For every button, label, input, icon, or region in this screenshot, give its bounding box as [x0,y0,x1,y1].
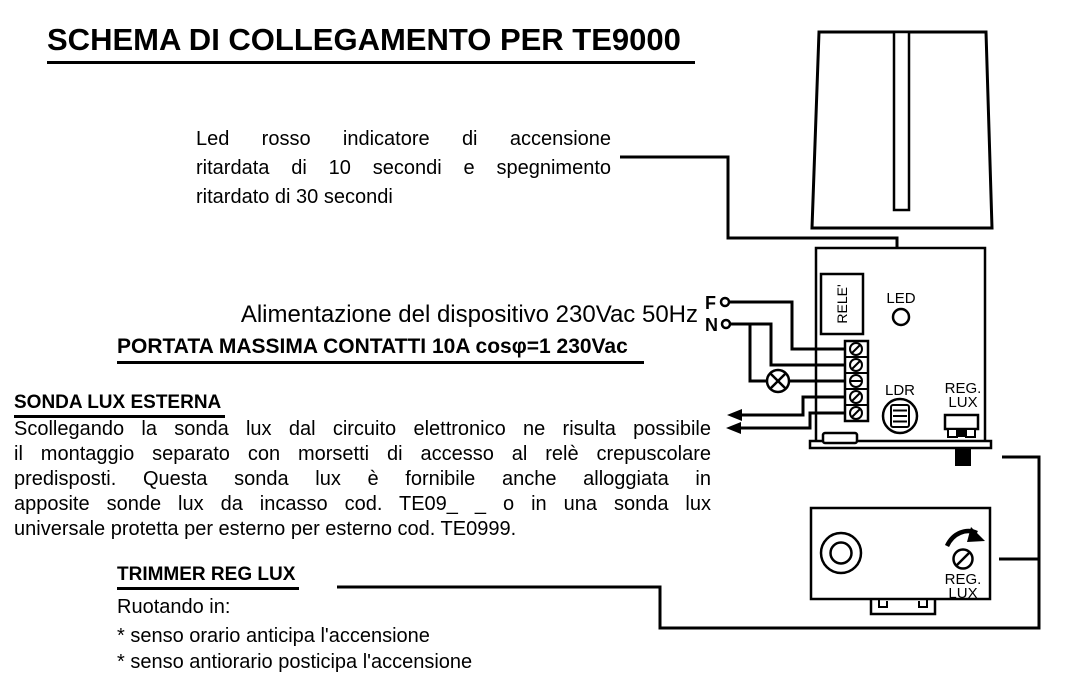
cover-slot [894,32,909,210]
neutral-terminal-icon [722,320,730,328]
trimmer-stem [957,430,966,437]
led-note-line: Led rosso indicatore di accensione [196,128,611,150]
ldr-icon [883,399,917,433]
power-note: Alimentazione del dispositivo 230Vac 50Hz [240,301,698,328]
trimmer-shaft [955,447,971,466]
sonda-line: apposite sonde lux da incasso cod. TE09_ _ o in una sonda lux [14,493,711,515]
led-label: LED [886,290,916,307]
trimmer-bullet: * senso antiorario posticipa l'accensione [117,651,473,673]
reg-lux-label: LUX [948,585,978,602]
trimmer-heading: TRIMMER REG LUX [117,564,299,590]
reg-lux-label: LUX [948,394,978,411]
trimmer-foot [966,429,975,437]
trimmer-body [945,415,978,429]
sonda-lux-heading: SONDA LUX ESTERNA [14,392,225,418]
ldr-label: LDR [884,382,916,399]
arrow-left-icon [726,422,741,434]
sonda-line: universale protetta per esterno per esterno cod. TE0999. [14,518,517,540]
arrow-left-icon [727,409,742,421]
neutral-label: N [705,315,718,335]
live-terminal-icon [721,298,729,306]
reg-lux-label: REG. [944,571,982,588]
case-bottom-drawing [811,508,990,614]
contact-rating-heading: PORTATA MASSIMA CONTATTI 10A cosφ=1 230Vac [117,335,644,364]
circuit-board-drawing [705,248,991,466]
device-cover-drawing [812,32,992,228]
lamp-icon [767,370,789,392]
sonda-line: Scollegando la sonda lux dal circuito elettronico ne risulta possibile [14,418,711,440]
trimmer-component-icon [945,415,978,437]
reg-lux-label: REG. [944,380,982,397]
sonda-lux-paragraph [14,417,711,542]
led-note [196,125,611,212]
live-label: F [705,293,716,313]
trimmer-bullet: * senso orario anticipa l'accensione [117,625,430,647]
trimmer-foot [948,429,957,437]
page-title: SCHEMA DI COLLEGAMENTO PER TE9000 [47,22,695,64]
board-clip [823,433,857,443]
sonda-line: il montaggio separato con morsetti di accesso al relè crepuscolare [14,443,711,465]
terminal-block [845,341,868,421]
led-icon [893,309,909,325]
led-note-line: ritardato di 30 secondi [196,186,393,208]
sonda-line: predisposti. Questa sonda lux è fornibile anche alloggiata in [14,468,711,490]
relay-label: RELE' [834,284,850,324]
led-note-line: ritardata di 10 secondi e spegnimento [196,157,611,179]
sonda-ring-inner [831,543,852,564]
trimmer-intro: Ruotando in: [117,596,231,618]
